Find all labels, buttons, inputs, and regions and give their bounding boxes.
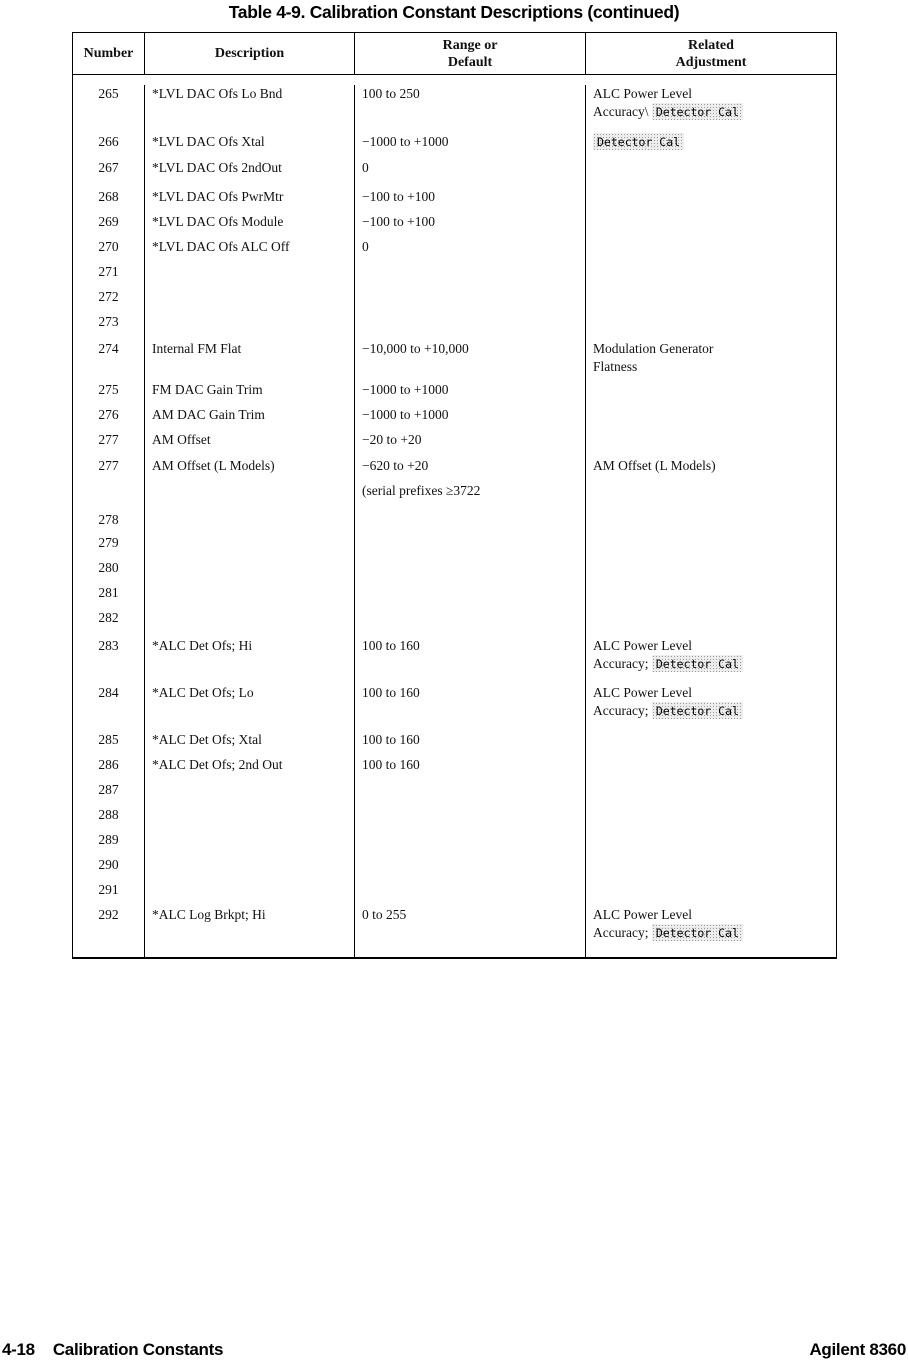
cell-related [585,806,836,831]
related-line: Modulation Generator [593,341,714,356]
col-header-related-line2: Adjustment [675,54,747,70]
cell-range [354,781,585,806]
cell-related [585,263,836,288]
cell-number: 265 [98,86,119,101]
cell-related [585,340,836,381]
cell-number: 291 [98,882,119,897]
range-value: −1000 to +1000 [362,407,449,422]
table-row [73,313,836,340]
page-title: Table 4-9. Calibration Constant Descriptions (continued) [228,2,680,22]
footer-section-title: Calibration Constants [52,1340,224,1359]
cell-description: *ALC Det Ofs; 2nd Out [144,756,354,781]
cell-range [354,806,585,831]
col-header-range [354,33,585,74]
range-value: 0 [362,160,369,175]
cell-related [585,159,836,188]
range-value: −100 to +100 [362,189,435,204]
cell-description [144,856,354,881]
table-row [73,781,836,806]
table-row [73,406,836,431]
table-row [73,263,836,288]
cell-range [354,288,585,313]
cell-description [144,831,354,856]
table-row [73,340,836,381]
range-value: −1000 to +1000 [362,382,449,397]
cell-range [354,559,585,584]
cell-range [354,684,585,731]
cell-related [585,188,836,213]
table-row [73,213,836,238]
cell-related [585,781,836,806]
cell-description: FM DAC Gain Trim [144,381,354,406]
cell-number: 280 [98,560,119,575]
cell-range [354,637,585,684]
cell-related [585,534,836,559]
cell-number: 284 [98,685,119,700]
cell-description: *LVL DAC Ofs 2ndOut [144,159,354,188]
range-value: 0 to 255 [362,907,407,922]
table-row [73,431,836,457]
cell-number: 268 [98,189,119,204]
cell-description [144,806,354,831]
cell-related [585,406,836,431]
col-header-number-label: Number [83,46,134,61]
softkey-detector-cal: Detector Cal [593,133,684,150]
cell-range [354,881,585,906]
table-row [73,684,836,731]
cell-range [354,457,585,511]
cell-description: *ALC Log Brkpt; Hi [144,906,354,959]
related-line [593,133,832,151]
cell-number: 277 [98,458,119,473]
cell-description: AM Offset (L Models) [144,457,354,511]
cell-description [144,881,354,906]
cell-related [585,906,836,959]
table-row [73,511,836,534]
cell-description: *ALC Det Ofs; Lo [144,684,354,731]
col-header-range-line2: Default [447,54,493,70]
cell-range [354,263,585,288]
softkey-detector-cal: Detector Cal [652,702,743,719]
table-header-row [73,33,836,75]
cell-range [354,431,585,457]
table-body [73,75,836,959]
table-row [73,85,836,133]
cell-number: 266 [98,134,119,149]
col-header-number [73,33,144,74]
cell-related [585,238,836,263]
cell-description [144,263,354,288]
cell-description: *LVL DAC Ofs ALC Off [144,238,354,263]
col-header-description-label: Description [214,46,285,61]
table-row [73,881,836,906]
table-row [73,381,836,406]
softkey-detector-cal: Detector Cal [652,655,743,672]
cell-related [585,381,836,406]
cell-number: 283 [98,638,119,653]
table-row [73,806,836,831]
footer-left [2,1340,223,1360]
cell-number: 272 [98,289,119,304]
cell-range [354,756,585,781]
cell-description [144,584,354,609]
cell-number: 292 [98,907,119,922]
range-value: −10,000 to +10,000 [362,341,469,356]
cell-description [144,781,354,806]
footer-product-name: Agilent 8360 [809,1340,906,1359]
cell-description [144,511,354,534]
cell-description: *ALC Det Ofs; Xtal [144,731,354,756]
softkey-detector-cal: Detector Cal [652,103,743,120]
cell-range [354,534,585,559]
range-value: 100 to 160 [362,757,420,772]
cell-related [585,559,836,584]
table-row [73,584,836,609]
table-row [73,238,836,263]
cell-number: 269 [98,214,119,229]
cell-number: 271 [98,264,119,279]
cell-related [585,85,836,133]
related-prefix: Accuracy\ [593,104,649,119]
table-row [73,856,836,881]
cell-number: 279 [98,535,119,550]
table-row [73,831,836,856]
cell-number: 267 [98,160,119,175]
cell-related [585,431,836,457]
cell-number: 288 [98,807,119,822]
cell-description [144,559,354,584]
table-row [73,457,836,511]
cell-number: 290 [98,857,119,872]
table-row [73,188,836,213]
related-line: ALC Power Level [593,638,692,653]
table-row [73,906,836,959]
cell-range [354,381,585,406]
related-line [593,655,832,673]
cell-related [585,313,836,340]
range-value: 100 to 160 [362,732,420,747]
cell-range [354,906,585,959]
col-header-description [144,33,354,74]
cell-number: 270 [98,239,119,254]
cell-range [354,133,585,159]
range-value: 100 to 250 [362,86,420,101]
cell-number: 289 [98,832,119,847]
cell-number: 281 [98,585,119,600]
cell-related [585,457,836,511]
range-value: −100 to +100 [362,214,435,229]
cell-number: 277 [98,432,119,447]
range-value: 0 [362,239,369,254]
related-line: ALC Power Level [593,685,692,700]
cell-range [354,238,585,263]
col-header-related [585,33,836,74]
table-row [73,133,836,159]
cell-range [354,85,585,133]
cell-related [585,213,836,238]
table-row [73,159,836,188]
cell-description [144,534,354,559]
cell-description: *LVL DAC Ofs Lo Bnd [144,85,354,133]
cell-range [354,340,585,381]
cell-number: 273 [98,314,119,329]
range-value: −20 to +20 [362,432,422,447]
related-prefix: Accuracy; [593,703,649,718]
range-note: (serial prefixes ≥3722 [362,483,481,498]
calibration-table [72,32,837,959]
cell-description: Internal FM Flat [144,340,354,381]
cell-range [354,731,585,756]
cell-range [354,159,585,188]
footer-page-number: 4-18 [2,1340,35,1359]
cell-description: AM Offset [144,431,354,457]
related-line: AM Offset (L Models) [593,458,716,473]
related-line: Flatness [593,359,638,374]
cell-related [585,881,836,906]
cell-related [585,731,836,756]
cell-description: AM DAC Gain Trim [144,406,354,431]
col-header-range-line1: Range or [442,37,498,53]
cell-related [585,511,836,534]
related-line [593,924,832,942]
range-value: −620 to +20 [362,458,429,473]
page-footer [0,1340,908,1362]
related-line [593,103,832,121]
related-prefix: Accuracy; [593,656,649,671]
cell-related [585,288,836,313]
cell-range [354,188,585,213]
col-header-related-line1: Related [688,37,734,53]
cell-number: 274 [98,341,119,356]
table-row [73,534,836,559]
table-row [73,559,836,584]
cell-range [354,213,585,238]
cell-related [585,684,836,731]
cell-related [585,584,836,609]
cell-description [144,609,354,637]
cell-number: 287 [98,782,119,797]
cell-number: 286 [98,757,119,772]
cell-description: *LVL DAC Ofs PwrMtr [144,188,354,213]
range-value: −1000 to +1000 [362,134,449,149]
table-row [73,609,836,637]
table-row [73,288,836,313]
cell-range [354,511,585,534]
cell-description [144,313,354,340]
cell-related [585,637,836,684]
cell-related [585,609,836,637]
cell-range [354,831,585,856]
cell-range [354,609,585,637]
softkey-detector-cal: Detector Cal [652,924,743,941]
cell-number: 278 [98,512,119,527]
cell-related [585,831,836,856]
cell-description [144,288,354,313]
table-row [73,731,836,756]
cell-description: *LVL DAC Ofs Xtal [144,133,354,159]
range-value: 100 to 160 [362,685,420,700]
table-row [73,637,836,684]
cell-number: 282 [98,610,119,625]
cell-number: 275 [98,382,119,397]
cell-description: *ALC Det Ofs; Hi [144,637,354,684]
cell-related [585,856,836,881]
cell-range [354,856,585,881]
range-value: 100 to 160 [362,638,420,653]
cell-number: 276 [98,407,119,422]
cell-description: *LVL DAC Ofs Module [144,213,354,238]
cell-range [354,406,585,431]
related-line: ALC Power Level [593,86,692,101]
related-line: ALC Power Level [593,907,692,922]
cell-related [585,756,836,781]
related-line [593,702,832,720]
related-prefix: Accuracy; [593,925,649,940]
table-row [73,756,836,781]
cell-related [585,133,836,159]
cell-range [354,313,585,340]
cell-number: 285 [98,732,119,747]
cell-range [354,584,585,609]
